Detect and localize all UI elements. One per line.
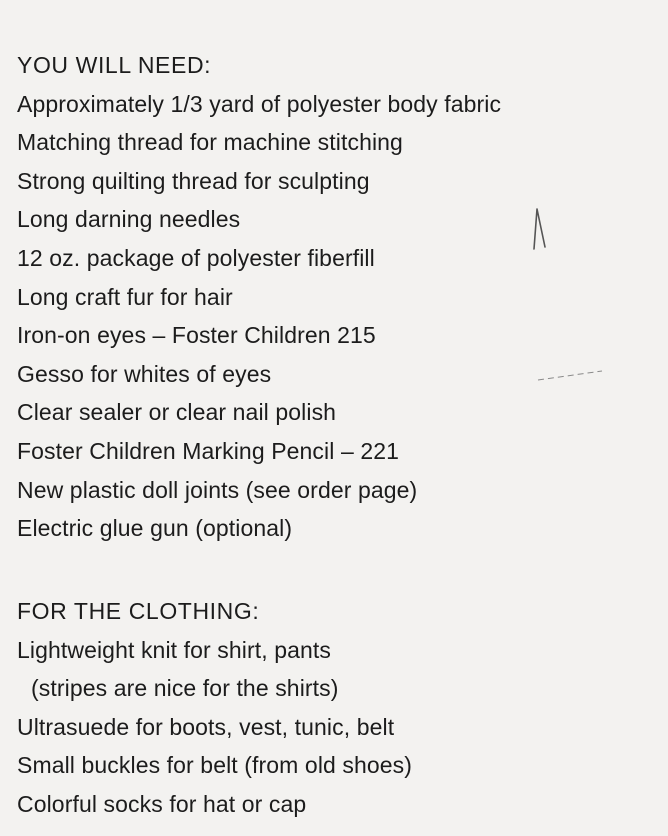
you-will-need-section (17, 46, 501, 548)
you-will-need-heading: YOU WILL NEED: (17, 52, 212, 78)
list-item: Lightweight knit for shirt, pants (17, 636, 331, 663)
pencil-stroke-mark (528, 205, 554, 255)
list-item: New plastic doll joints (see order page) (17, 476, 418, 503)
list-item: Foster Children Marking Pencil – 221 (17, 437, 399, 464)
list-item: 12 oz. package of polyester fiberfill (17, 244, 375, 271)
list-item-continuation: (stripes are nice for the shirts) (31, 675, 339, 702)
pencil-dash-mark (536, 366, 606, 386)
list-item: Electric glue gun (optional) (17, 515, 293, 542)
for-the-clothing-section (17, 592, 412, 824)
list-item: Approximately 1/3 yard of polyester body fabric (17, 90, 502, 117)
list-item: Long craft fur for hair (17, 283, 233, 310)
list-item: Long darning needles (17, 206, 241, 233)
list-item: Ultrasuede for boots, vest, tunic, belt (17, 713, 395, 740)
list-item: Strong quilting thread for sculpting (17, 167, 370, 194)
list-item: Matching thread for machine stitching (17, 129, 403, 156)
list-item: Gesso for whites of eyes (17, 360, 272, 387)
list-item: Clear sealer or clear nail polish (17, 399, 337, 426)
list-item: Colorful socks for hat or cap (17, 790, 307, 817)
list-item: Iron-on eyes – Foster Children 215 (17, 322, 376, 349)
for-the-clothing-heading: FOR THE CLOTHING: (17, 598, 260, 624)
list-item: Small buckles for belt (from old shoes) (17, 752, 413, 779)
